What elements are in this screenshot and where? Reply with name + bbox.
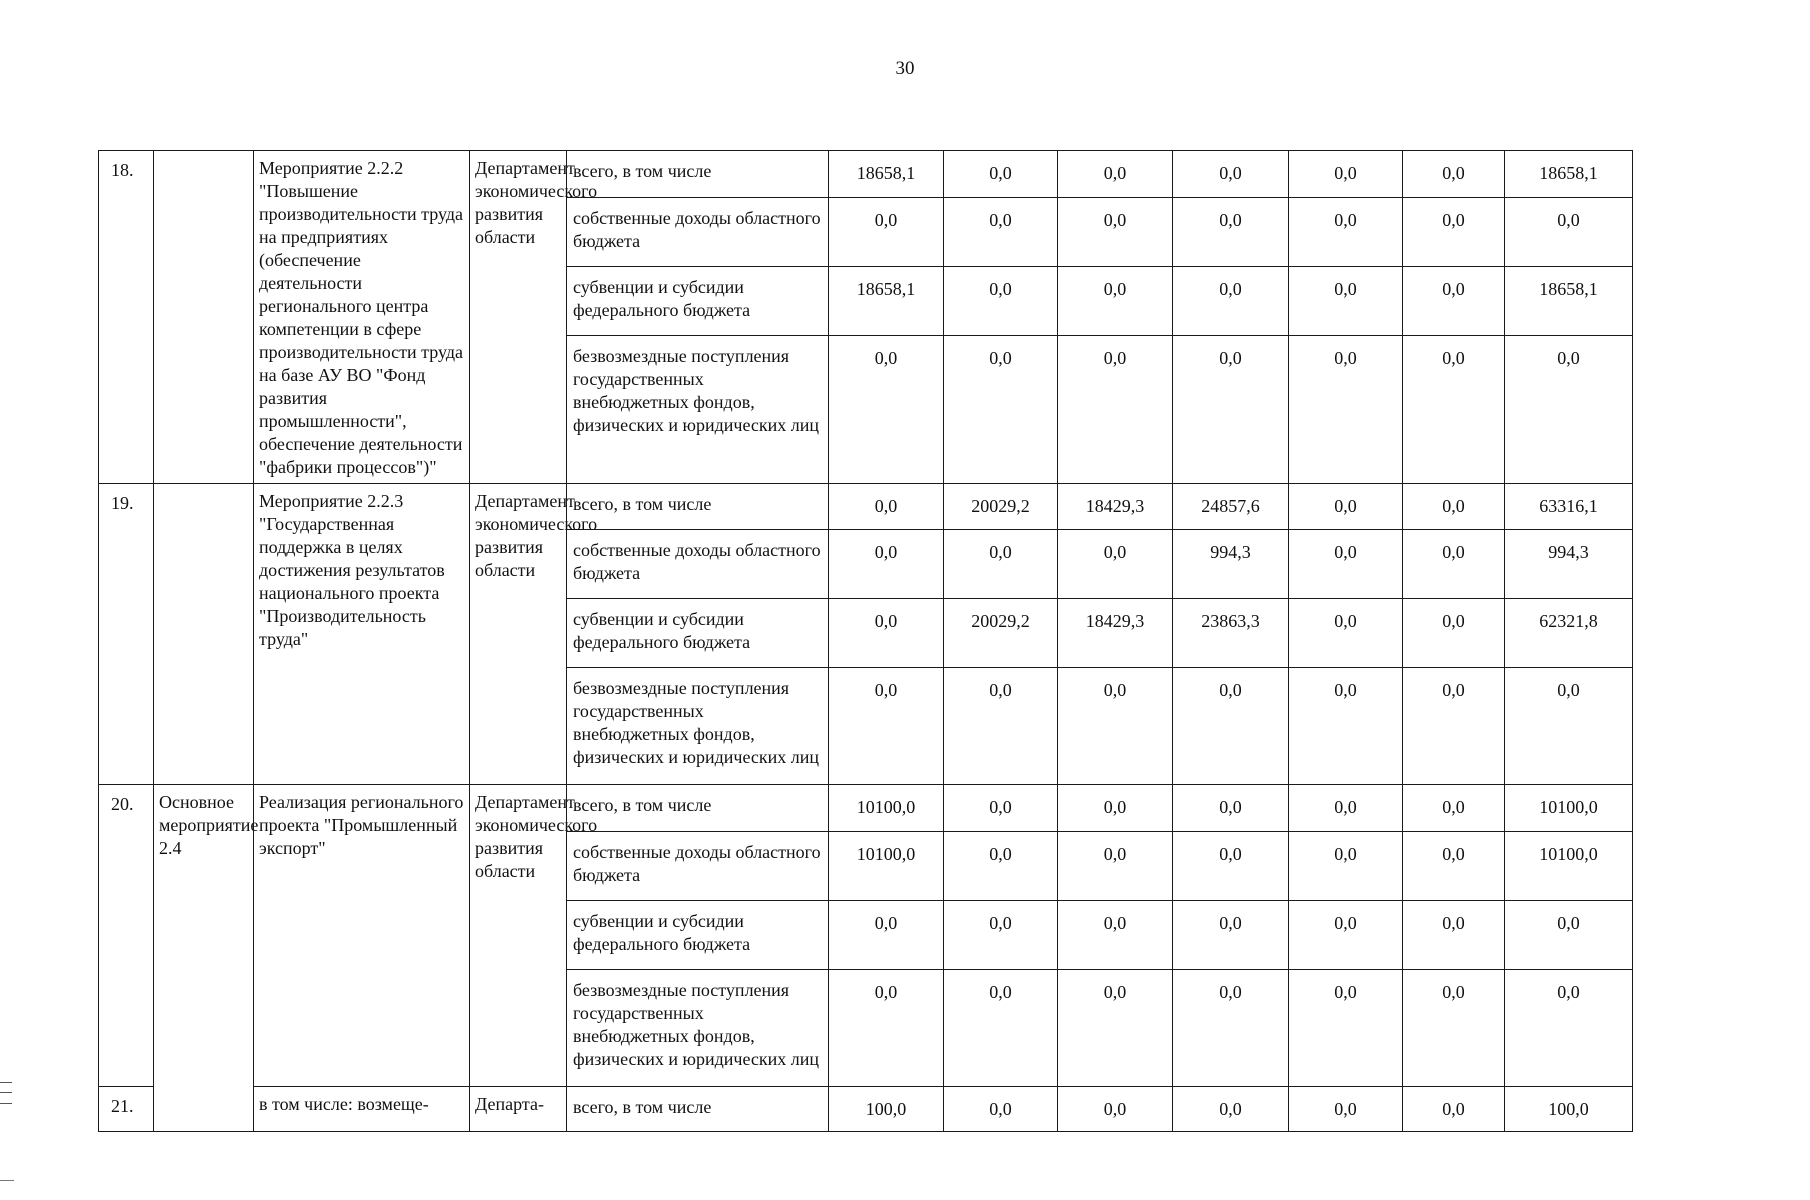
value-cell: 18429,3 <box>1058 484 1173 530</box>
row-number: 19. <box>99 484 154 785</box>
value-cell: 0,0 <box>1173 1087 1289 1132</box>
value-cell: 18658,1 <box>1505 151 1633 198</box>
source-label: всего, в том числе <box>567 484 829 530</box>
source-label: собственные доходы областного бюджета <box>567 530 829 599</box>
value-cell: 18658,1 <box>829 267 944 336</box>
value-cell: 0,0 <box>944 267 1058 336</box>
value-cell: 0,0 <box>944 901 1058 970</box>
value-cell: 0,0 <box>1058 832 1173 901</box>
value-cell: 0,0 <box>1289 530 1403 599</box>
value-cell: 0,0 <box>1289 198 1403 267</box>
page-number: 30 <box>895 58 915 79</box>
value-cell: 0,0 <box>944 785 1058 832</box>
value-cell: 0,0 <box>1403 530 1505 599</box>
value-cell: 0,0 <box>1058 267 1173 336</box>
value-cell: 18658,1 <box>1505 267 1633 336</box>
value-cell: 10100,0 <box>829 832 944 901</box>
value-cell: 0,0 <box>1058 1087 1173 1132</box>
value-cell: 10100,0 <box>1505 832 1633 901</box>
table-row <box>99 785 1633 832</box>
event-name: в том числе: возмеще- <box>254 1087 470 1132</box>
value-cell: 0,0 <box>829 530 944 599</box>
value-cell: 0,0 <box>1058 668 1173 785</box>
value-cell: 18429,3 <box>1058 599 1173 668</box>
value-cell: 0,0 <box>1403 484 1505 530</box>
value-cell: 0,0 <box>944 668 1058 785</box>
event-name: Реализация регионального проекта "Промышленный экспорт" <box>254 785 470 1087</box>
value-cell: 0,0 <box>1505 970 1633 1087</box>
value-cell: 23863,3 <box>1173 599 1289 668</box>
value-cell: 0,0 <box>829 901 944 970</box>
value-cell: 0,0 <box>1058 970 1173 1087</box>
value-cell: 0,0 <box>944 832 1058 901</box>
value-cell: 0,0 <box>1403 267 1505 336</box>
value-cell: 0,0 <box>1289 901 1403 970</box>
value-cell: 0,0 <box>1403 198 1505 267</box>
value-cell: 0,0 <box>829 336 944 484</box>
value-cell: 0,0 <box>829 198 944 267</box>
source-label: субвенции и субсидии федерального бюджета <box>567 267 829 336</box>
value-cell: 0,0 <box>1173 198 1289 267</box>
value-cell: 0,0 <box>1403 151 1505 198</box>
source-label: всего, в том числе <box>567 1087 829 1132</box>
value-cell: 0,0 <box>944 151 1058 198</box>
value-cell: 0,0 <box>1403 1087 1505 1132</box>
table-row <box>99 484 1633 530</box>
value-cell: 0,0 <box>829 970 944 1087</box>
scan-artifact <box>0 1180 14 1181</box>
table-row <box>99 151 1633 198</box>
source-label: безвозмездные поступления государственных внебюджетных фондов, физических и юридических лиц <box>567 970 829 1087</box>
value-cell: 0,0 <box>1173 970 1289 1087</box>
value-cell: 0,0 <box>1173 832 1289 901</box>
value-cell: 994,3 <box>1173 530 1289 599</box>
value-cell: 0,0 <box>1289 484 1403 530</box>
value-cell: 0,0 <box>1289 1087 1403 1132</box>
event-name: Мероприятие 2.2.2 "Повышение производительности труда на предприятиях (обеспечение деятельности регионального центра компетенции в сфере производительности труда на базе АУ ВО "Фонд развития промышленности", обеспечение деятельности "фабрики процессов")" <box>254 151 470 484</box>
budget-table <box>98 150 1633 1132</box>
value-cell: 0,0 <box>1173 668 1289 785</box>
value-cell: 0,0 <box>1058 901 1173 970</box>
value-cell: 0,0 <box>1173 151 1289 198</box>
executor: Департа- <box>470 1087 567 1132</box>
value-cell: 0,0 <box>829 484 944 530</box>
row-number: 21. <box>99 1087 154 1132</box>
value-cell: 0,0 <box>1289 336 1403 484</box>
value-cell: 0,0 <box>1058 151 1173 198</box>
event-name: Мероприятие 2.2.3 "Государственная поддержка в целях достижения результатов национального проекта "Производительность труда" <box>254 484 470 785</box>
value-cell: 0,0 <box>1173 785 1289 832</box>
executor: Департамент экономического развития области <box>470 785 567 1087</box>
row-number: 20. <box>99 785 154 1087</box>
value-cell: 20029,2 <box>944 484 1058 530</box>
main-event-cell: Основное мероприятие 2.4 <box>154 785 254 1132</box>
value-cell: 0,0 <box>1289 785 1403 832</box>
value-cell: 0,0 <box>1289 151 1403 198</box>
value-cell: 18658,1 <box>829 151 944 198</box>
value-cell: 0,0 <box>1289 970 1403 1087</box>
value-cell: 0,0 <box>1289 832 1403 901</box>
value-cell: 0,0 <box>1289 668 1403 785</box>
source-label: собственные доходы областного бюджета <box>567 198 829 267</box>
value-cell: 0,0 <box>1403 668 1505 785</box>
value-cell: 100,0 <box>1505 1087 1633 1132</box>
main-event-cell <box>154 484 254 785</box>
value-cell: 0,0 <box>1403 832 1505 901</box>
source-label: собственные доходы областного бюджета <box>567 832 829 901</box>
value-cell: 994,3 <box>1505 530 1633 599</box>
value-cell: 0,0 <box>1505 901 1633 970</box>
value-cell: 0,0 <box>944 530 1058 599</box>
scan-artifact <box>0 1082 12 1104</box>
source-label: безвозмездные поступления государственных внебюджетных фондов, физических и юридических лиц <box>567 668 829 785</box>
table-row <box>99 1087 1633 1132</box>
executor: Департамент экономического развития области <box>470 484 567 785</box>
value-cell: 0,0 <box>1173 901 1289 970</box>
value-cell: 0,0 <box>1289 599 1403 668</box>
value-cell: 10100,0 <box>1505 785 1633 832</box>
value-cell: 100,0 <box>829 1087 944 1132</box>
value-cell: 0,0 <box>1403 970 1505 1087</box>
value-cell: 0,0 <box>1289 267 1403 336</box>
value-cell: 10100,0 <box>829 785 944 832</box>
value-cell: 0,0 <box>1403 901 1505 970</box>
value-cell: 0,0 <box>1403 785 1505 832</box>
value-cell: 0,0 <box>1058 530 1173 599</box>
value-cell: 24857,6 <box>1173 484 1289 530</box>
value-cell: 20029,2 <box>944 599 1058 668</box>
row-number: 18. <box>99 151 154 484</box>
main-event-cell <box>154 151 254 484</box>
value-cell: 0,0 <box>1505 668 1633 785</box>
source-label: субвенции и субсидии федерального бюджета <box>567 901 829 970</box>
source-label: безвозмездные поступления государственных внебюджетных фондов, физических и юридических лиц <box>567 336 829 484</box>
value-cell: 0,0 <box>829 668 944 785</box>
value-cell: 0,0 <box>1173 267 1289 336</box>
executor: Департамент экономического развития области <box>470 151 567 484</box>
value-cell: 0,0 <box>1173 336 1289 484</box>
source-label: всего, в том числе <box>567 785 829 832</box>
value-cell: 0,0 <box>944 198 1058 267</box>
value-cell: 62321,8 <box>1505 599 1633 668</box>
value-cell: 0,0 <box>1403 336 1505 484</box>
value-cell: 0,0 <box>1058 785 1173 832</box>
value-cell: 0,0 <box>944 1087 1058 1132</box>
value-cell: 0,0 <box>944 970 1058 1087</box>
source-label: всего, в том числе <box>567 151 829 198</box>
source-label: субвенции и субсидии федерального бюджета <box>567 599 829 668</box>
value-cell: 0,0 <box>1505 198 1633 267</box>
value-cell: 0,0 <box>1058 198 1173 267</box>
value-cell: 63316,1 <box>1505 484 1633 530</box>
value-cell: 0,0 <box>944 336 1058 484</box>
value-cell: 0,0 <box>829 599 944 668</box>
value-cell: 0,0 <box>1505 336 1633 484</box>
value-cell: 0,0 <box>1058 336 1173 484</box>
value-cell: 0,0 <box>1403 599 1505 668</box>
